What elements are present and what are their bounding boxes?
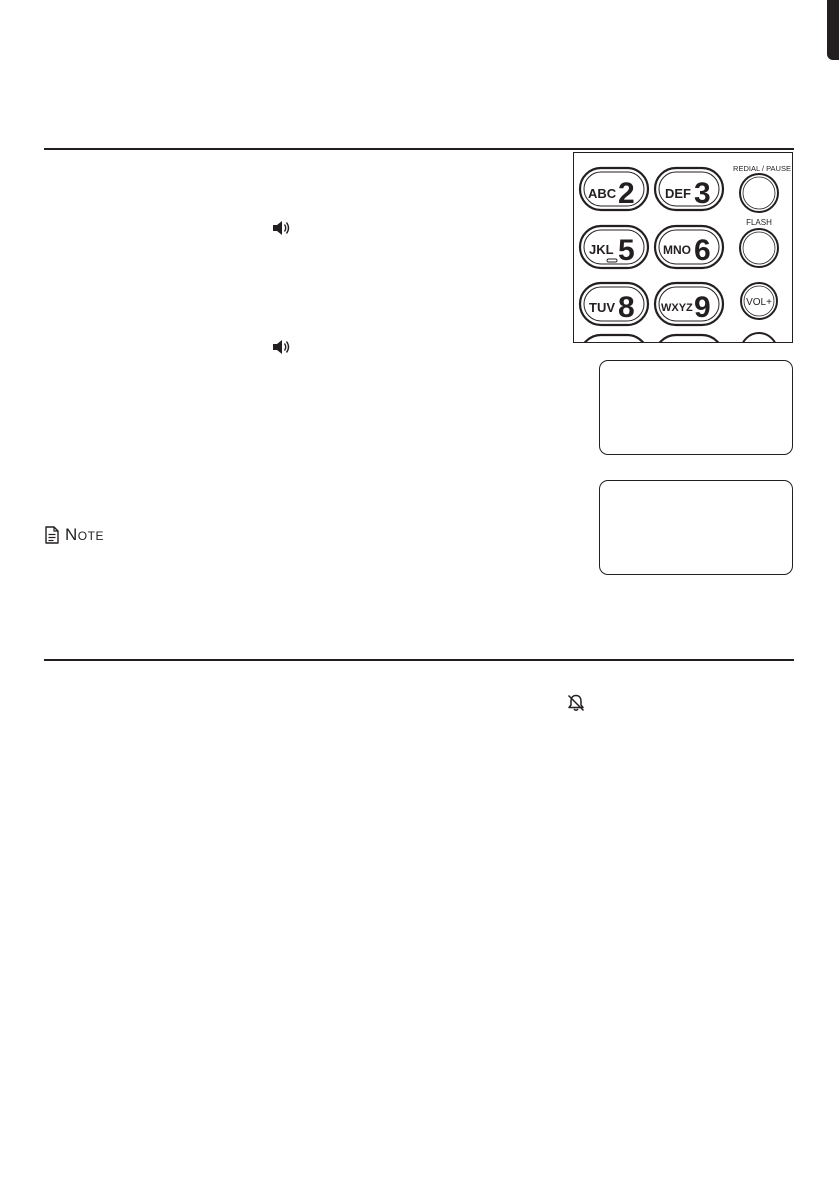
redial-pause-label: REDIAL / PAUSE: [733, 164, 791, 173]
speaker-icon: [271, 219, 291, 237]
key-digit: 3: [694, 177, 711, 210]
keypad-key-5: [580, 226, 648, 268]
section-divider-bottom: [44, 659, 794, 661]
key-letters: TUV: [589, 300, 615, 315]
bell-off-icon: [565, 693, 587, 713]
keypad-illustration: [573, 152, 793, 343]
key-digit: 5: [618, 234, 635, 267]
keypad-key-partial: [580, 335, 648, 343]
display-screen-2: [599, 480, 793, 575]
display-screen-1: [599, 360, 793, 455]
keypad-key-9: [655, 283, 723, 325]
key-letters: JKL: [589, 242, 614, 257]
key-digit: 9: [694, 291, 711, 324]
keypad-key-partial: [655, 335, 723, 343]
section-divider-top: [44, 148, 794, 150]
key-letters: ABC: [588, 186, 617, 201]
key-digit: 2: [618, 177, 635, 210]
note-heading: [44, 525, 104, 545]
speaker-icon: [271, 338, 291, 356]
vol-up-button: [741, 283, 777, 319]
note-icon: [44, 526, 60, 544]
keypad-button-partial: [741, 333, 777, 343]
vol-up-label: VOL+: [746, 297, 772, 308]
key-letters: WXYZ: [661, 302, 693, 314]
flash-label: FLASH: [746, 218, 772, 227]
redial-pause-button: [740, 174, 778, 212]
keypad-key-2: [580, 168, 648, 210]
key-digit: 6: [694, 234, 711, 267]
flash-button: [740, 229, 778, 267]
keypad-key-6: [655, 226, 723, 268]
note-label: Note: [65, 525, 104, 544]
key-letters: MNO: [663, 243, 691, 257]
keypad-key-8: [580, 283, 648, 325]
key-letters: DEF: [665, 186, 691, 201]
keypad-key-3: [655, 168, 723, 210]
page-edge-tab: [827, 0, 839, 60]
key-digit: 8: [618, 291, 635, 324]
